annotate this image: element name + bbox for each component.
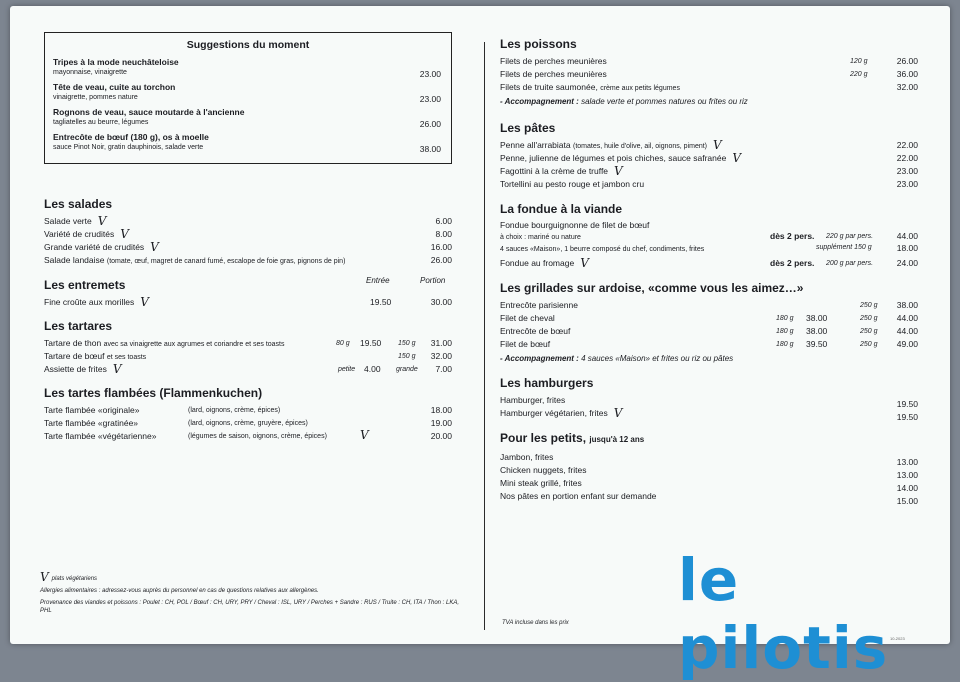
item-price: 26.00 [430,255,452,265]
item-name: Fagottini à la crème de truffe [500,166,609,176]
item-note: (légumes de saison, oignons, crème, épices) [188,433,327,440]
item-supplement: supplément 150 g [816,244,872,251]
vegetarian-icon: V [112,362,122,376]
menu-item [44,254,452,267]
vegetarian-icon: V [713,138,722,152]
section-title: Les grillades sur ardoise, «comme vous les aimez…» [500,281,804,295]
item-price-small: 19.50 [360,338,382,348]
item-name: Fondue au fromage [500,258,575,268]
petits-title: Pour les petits, [500,431,587,445]
item-price-portion: 30.00 [430,297,452,307]
veg-legend [40,572,460,583]
menu-item [500,257,918,270]
column-header-portion: Portion [420,276,446,285]
item-qty-large: 250 g [860,315,878,322]
suggestion-price: 23.00 [419,94,441,104]
section-title [500,430,918,448]
item-price-large: 32.00 [430,351,452,361]
menu-item [44,241,452,254]
item-name: Tarte flambée «originale» [44,405,140,415]
fondue-choice: à choix : mariné ou nature [500,234,581,241]
item-name: Filets de perches meunières [500,69,607,79]
menu-item [500,165,918,178]
item-price-small: 4.00 [364,364,381,374]
item-name: Mini steak grillé, frites [500,478,582,488]
suggestions-box [44,32,452,164]
menu-item [500,451,918,467]
allergies-note: Allergies alimentaires : adressez-vous auprès du personnel en cas de questions relatives aux allergènes. [40,588,319,594]
item-price-small: 39.50 [806,339,828,349]
suggestion-item [53,107,443,127]
item-note: (lard, oignons, crème, gruyère, épices) [188,420,308,427]
pates-section [500,120,918,191]
item-price: 16.00 [430,242,452,252]
item-qty-large: 250 g [860,328,878,335]
fondue-section [500,201,918,270]
item-price: 44.00 [896,231,918,241]
accompaniment-text: salade verte et pommes natures ou frites ou riz [581,97,748,106]
restaurant-logo: le pilotis [678,546,889,682]
suggestion-desc: mayonnaise, vinaigrette [53,69,127,76]
accompaniment-label: - Accompagnement : [500,97,579,106]
menu-item [500,81,918,94]
item-price-large: 38.00 [896,300,918,310]
item-qty-small: 180 g [776,328,794,335]
item-name: Filet de cheval [500,313,555,323]
item-name: Grande variété de crudités [44,242,145,252]
item-name: Assiette de frites [44,364,107,374]
item-price: 14.00 [896,483,918,493]
section-title: Les entremets [44,278,126,292]
item-qty-large: 250 g [860,341,878,348]
item-qty: 200 g par pers. [826,260,874,267]
suggestion-price: 23.00 [419,69,441,79]
menu-item [44,350,452,363]
menu-item [500,242,918,254]
fondue-line: Fondue bourguignonne de filet de bœuf [500,220,650,230]
item-price: 23.00 [896,166,918,176]
menu-item [500,477,918,493]
section-title: Les salades [44,197,113,211]
item-qty: 220 g par pers. [826,233,874,240]
menu-item [500,299,918,312]
footer-notes [40,572,460,619]
menu-item [44,215,452,228]
item-name: Penne, julienne de légumes et pois chiches, sauce safranée [500,153,727,163]
vegetarian-icon: V [140,295,149,309]
menu-item [44,363,452,376]
fondue-min-persons: dès 2 pers. [770,258,815,268]
item-name: Tarte flambée «gratinée» [44,418,139,428]
menu-item [44,404,452,417]
menu-sheet [10,6,950,682]
vegetarian-icon: V [614,164,623,178]
item-name: Filets de truite saumonée, [500,82,598,92]
item-price: 20.00 [430,431,452,441]
section-title: La fondue à la viande [500,202,623,216]
item-price: 22.00 [896,140,918,150]
hamburgers-section [500,375,918,420]
item-price-large: 44.00 [896,326,918,336]
item-name: Penne all'arrabiata [500,140,571,150]
accompaniment-note [500,97,918,106]
item-qty-small: 180 g [776,341,794,348]
right-column [500,36,918,512]
item-price: 19.50 [896,412,918,422]
menu-item [44,417,452,430]
menu-item [500,325,918,338]
vegetarian-icon: V [613,406,623,420]
menu-item [500,407,918,420]
item-name: Chicken nuggets, frites [500,465,587,475]
suggestion-desc: vinaigrette, pommes nature [53,94,138,101]
column-header-entree: Entrée [366,276,390,285]
fondue-min-persons: dès 2 pers. [770,231,815,241]
provenance-note: Provenance des viandes et poissons : Poulet : CH, POL / Bœuf : CH, URY, PRY / Cheval : ISL, URY / Perches + Sandre : RUS / Truite : CH, ITA / Thon : LKA, PHL [40,600,460,614]
item-name: Jambon, frites [500,452,554,462]
grillades-section [500,280,918,363]
entremets-section [44,276,452,309]
section-title: Les pâtes [500,121,556,135]
tartes-section [44,385,452,443]
item-qty: 120 g [850,58,868,65]
item-price: 19.50 [896,399,918,409]
item-name: Variété de crudités [44,229,115,239]
menu-item [500,55,918,68]
suggestion-name: Tripes à la mode neuchâteloise [53,57,179,67]
item-price: 36.00 [896,69,918,79]
menu-item [500,394,918,407]
vegetarian-icon: V [120,227,129,241]
item-price: 13.00 [896,457,918,467]
item-price-large: 49.00 [896,339,918,349]
item-price-large: 7.00 [435,364,452,374]
item-name: Salade landaise [44,255,105,265]
item-note: (tomates, huile d'olive, ail, oignons, piment) [573,143,708,150]
item-name: Tartare de thon [44,338,102,348]
item-qty-large: 250 g [860,302,878,309]
item-note: crème aux petits légumes [600,85,680,92]
item-price-small: 38.00 [806,326,828,336]
item-price-small: 38.00 [806,313,828,323]
menu-item [500,312,918,325]
item-name: Fine croûte aux morilles [44,297,135,307]
accompaniment-note [500,354,918,363]
item-price: 13.00 [896,470,918,480]
vegetarian-icon: V [360,428,369,442]
item-name: Entrecôte de bœuf [500,326,571,336]
item-name: Filets de perches meunières [500,56,607,66]
item-price: 19.00 [430,418,452,428]
menu-item [500,490,918,506]
vegetarian-icon: V [732,151,742,165]
item-qty-large: grande [396,366,418,373]
menu-item [44,228,452,241]
item-qty-small: petite [338,366,356,373]
item-qty: 220 g [850,71,868,78]
item-price: 24.00 [896,258,918,268]
veg-legend-text: plats végétariens [51,576,98,582]
item-price: 18.00 [430,405,452,415]
suggestion-name: Tête de veau, cuite au torchon [53,82,176,92]
suggestion-desc: tagliatelles au beurre, légumes [53,119,149,126]
vegetarian-icon: V [97,214,107,228]
suggestion-item [53,82,443,102]
item-name: Hamburger, frites [500,395,566,405]
item-price-supplement: 18.00 [896,243,918,253]
tva-note: TVA incluse dans les prix [502,620,569,626]
column-divider [484,42,485,630]
menu-item [500,139,918,152]
item-price: 32.00 [896,82,918,92]
poissons-section [500,36,918,106]
section-title: Les tartes flambées (Flammenkuchen) [44,386,263,400]
item-price: 15.00 [896,496,918,506]
item-name: Nos pâtes en portion enfant sur demande [500,491,657,501]
tartares-section [44,318,452,376]
item-note: (lard, oignons, crème, épices) [188,407,281,414]
menu-item [500,152,918,165]
item-note: (tomate, œuf, magret de canard fumé, escalope de foie gras, pignons de pin) [106,258,346,265]
suggestion-price: 38.00 [419,144,441,154]
item-price: 6.00 [435,216,452,226]
left-column [44,32,452,452]
menu-item [44,337,452,350]
menu-item [500,231,918,242]
accompaniment-label: - Accompagnement : [500,354,579,363]
vegetarian-icon: V [40,570,49,584]
section-title: Les tartares [44,319,113,333]
menu-item [500,464,918,480]
vegetarian-icon: V [580,256,589,270]
item-name: Tartare de bœuf [44,351,105,361]
suggestion-desc: sauce Pinot Noir, gratin dauphinois, salade verte [53,144,204,151]
fondue-sauces: 4 sauces «Maison», 1 beurre composé du chef, condiments, frites [500,246,705,253]
menu-item [44,296,452,309]
item-price: 26.00 [896,56,918,66]
item-qty-large: 150 g [398,340,416,347]
reference-code: 10-2023 [890,636,905,641]
suggestion-item [53,57,443,77]
section-title: Les poissons [500,37,577,51]
item-qty-small: 180 g [776,315,794,322]
item-price: 22.00 [896,153,918,163]
item-price: 8.00 [435,229,452,239]
vegetarian-icon: V [150,240,159,254]
suggestions-title: Suggestions du moment [186,39,310,51]
item-name: Entrecôte parisienne [500,300,578,310]
item-note: avec sa vinaigrette aux agrumes et coriandre et ses toasts [103,341,285,348]
menu-item [500,338,918,351]
salades-section [44,196,452,267]
item-qty-large: 150 g [398,353,416,360]
item-price-large: 31.00 [430,338,452,348]
item-qty-small: 80 g [336,340,350,347]
menu-item [500,68,918,81]
petits-section [500,430,918,506]
petits-subtitle: jusqu'à 12 ans [589,435,645,444]
item-name: Tarte flambée «végétarienne» [44,431,157,441]
suggestion-name: Entrecôte de bœuf (180 g), os à moelle [53,132,209,142]
item-price-entree: 19.50 [370,297,392,307]
item-name: Tortellini au pesto rouge et jambon cru [500,179,645,189]
item-price-large: 44.00 [896,313,918,323]
item-note: et ses toasts [106,354,147,361]
suggestion-price: 26.00 [419,119,441,129]
item-name: Hamburger végétarien, frites [500,408,608,418]
menu-item [500,178,918,191]
accompaniment-text: 4 sauces «Maison» et frites ou riz ou pâtes [581,354,734,363]
suggestion-item [53,132,443,152]
item-name: Salade verte [44,216,92,226]
suggestion-name: Rognons de veau, sauce moutarde à l'ancienne [53,107,245,117]
menu-item [44,430,452,443]
section-title: Les hamburgers [500,376,594,390]
item-name: Filet de bœuf [500,339,551,349]
item-price: 23.00 [896,179,918,189]
